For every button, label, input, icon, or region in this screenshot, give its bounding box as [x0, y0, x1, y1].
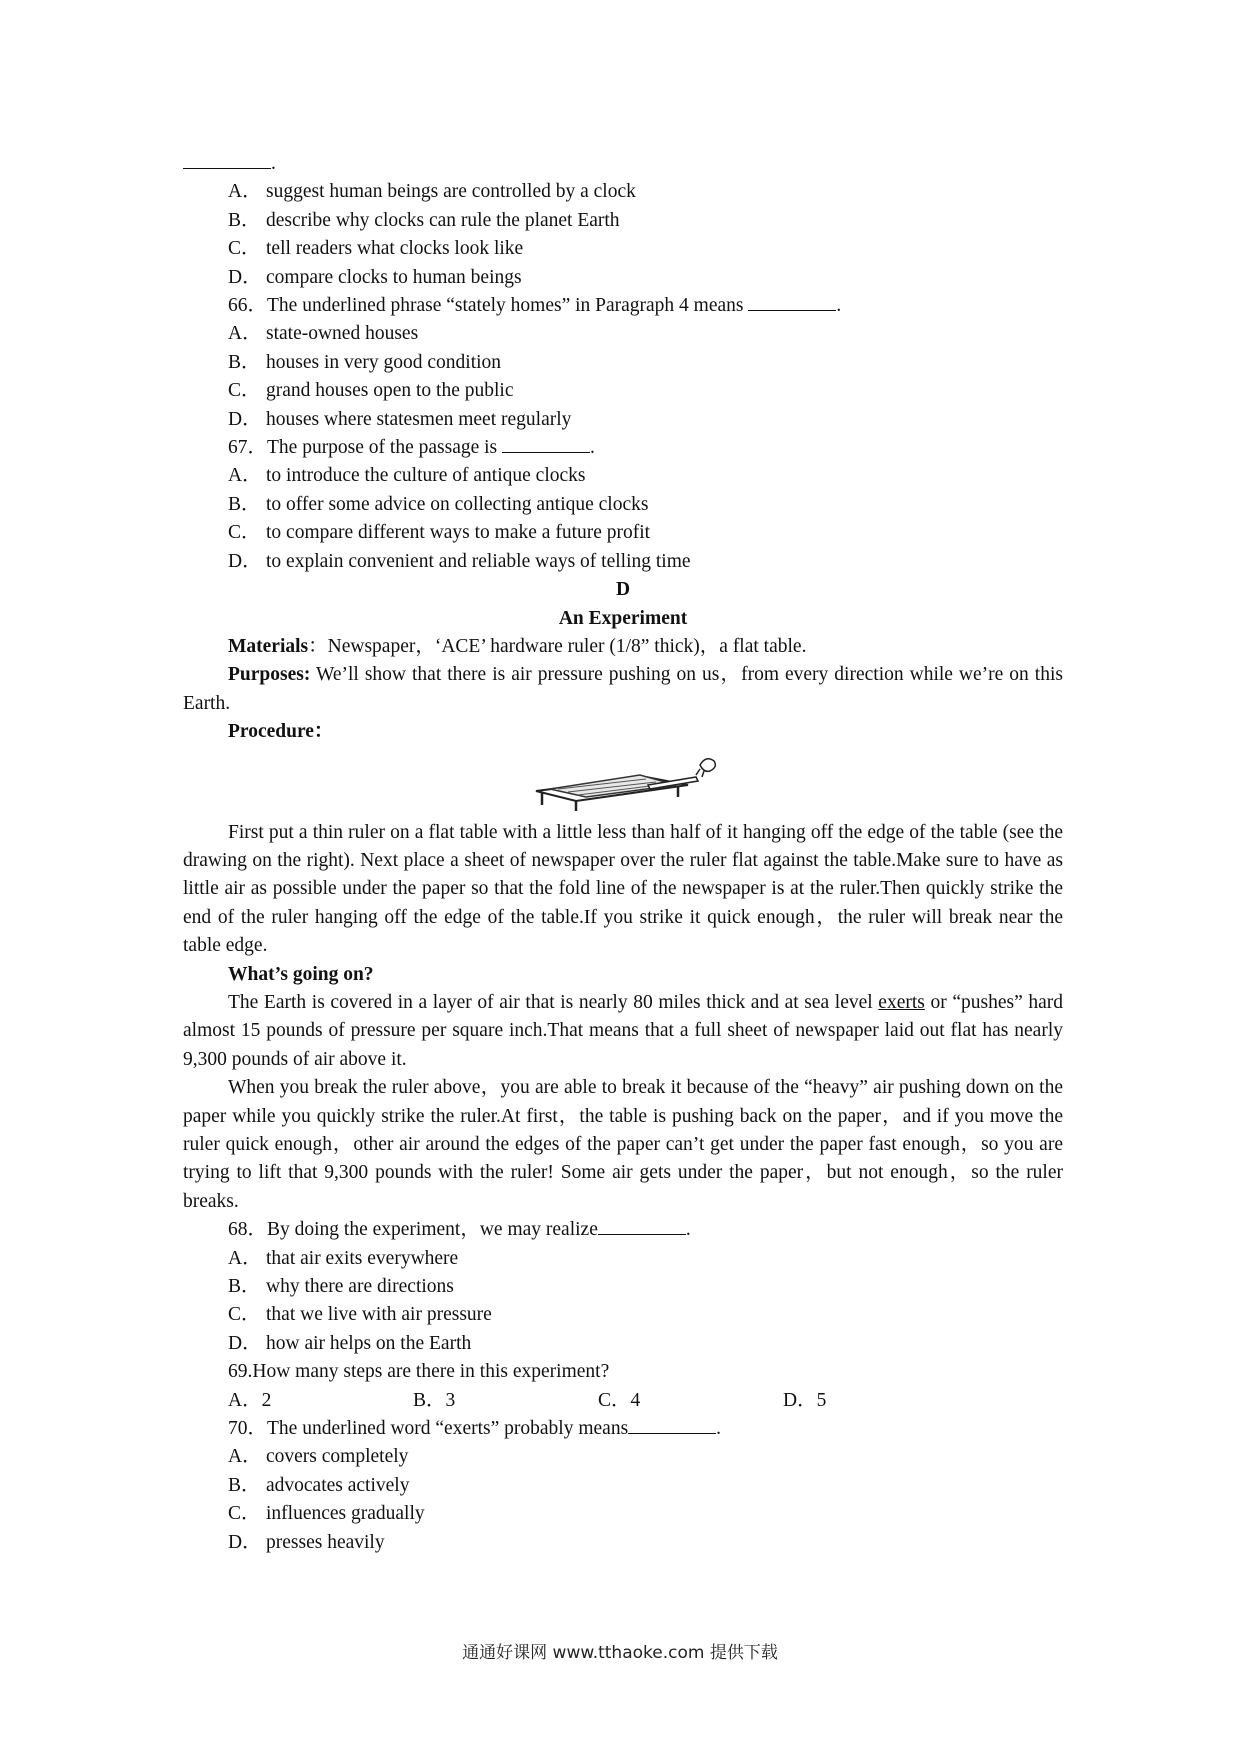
answer-blank [598, 1216, 686, 1235]
option-a: A． suggest human beings are controlled by a clock [228, 181, 636, 203]
experiment-drawing [183, 749, 1063, 815]
option-c: C． influences gradually [228, 1503, 425, 1525]
explanation-paragraph-1: The Earth is covered in a layer of air that is nearly 80 miles thick and at sea level exerts or “pushes” hard almost 15 pounds of pressure per square inch.That means that a full sheet of newspaper laid out flat has nearly 9,300 pounds of air above it. [183, 991, 1063, 1070]
option-b: B． advocates actively [228, 1474, 410, 1496]
option-d: D． compare clocks to human beings [228, 266, 522, 288]
option-a: A． to introduce the culture of antique clocks [228, 465, 586, 487]
question-68-stem: 68．By doing the experiment，we may realize . [183, 1216, 1063, 1244]
question-70-stem: 70．The underlined word “exerts” probably means . [183, 1415, 1063, 1443]
page-content [183, 150, 1063, 1557]
option-a: A．2 [228, 1389, 272, 1411]
option-b: B． to offer some advice on collecting antique clocks [228, 493, 649, 515]
answer-blank-line: . [183, 150, 1063, 178]
section-title: An Experiment [558, 607, 688, 629]
whats-going-on-label: What’s going on? [228, 963, 374, 985]
option-a: A． covers completely [228, 1446, 409, 1468]
underlined-word-exerts: exerts [878, 991, 925, 1013]
answer-blank [502, 434, 590, 453]
option-b: B． describe why clocks can rule the planet Earth [228, 209, 620, 231]
option-b: B． houses in very good condition [228, 351, 502, 373]
ruler-newspaper-illustration [528, 751, 718, 813]
answer-blank [183, 150, 271, 169]
option-d: D． how air helps on the Earth [228, 1332, 472, 1354]
option-c: C． that we live with air pressure [228, 1304, 492, 1326]
answer-blank [748, 292, 836, 311]
question-66-stem: 66．The underlined phrase “stately homes” in Paragraph 4 means . [183, 292, 1063, 320]
option-b: B．3 [413, 1389, 456, 1411]
option-c: C． grand houses open to the public [228, 380, 514, 402]
option-b: B． why there are directions [228, 1276, 454, 1298]
option-d: D． to explain convenient and reliable ways of telling time [228, 550, 691, 572]
explanation-paragraph-2: When you break the ruler above，you are able to break it because of the “heavy” air pushing down on the paper while you quickly strike the ruler.At first，the table is pushing back on the paper，and if you move the ruler quick enough，other air around the edges of the paper can’t get under the paper fast enough，so you are trying to lift that 9,300 pounds with the ruler! Some air gets under the paper，but not enough，so the ruler breaks. [183, 1077, 1063, 1212]
procedure-paragraph: First put a thin ruler on a flat table with a little less than half of it hanging off the edge of the table (see the drawing on the right). Next place a sheet of newspaper over the ruler flat against the table.Make sure to have as little air as possible under the paper so that the fold line of the newspaper is at the ruler.Then quickly strike the end of the ruler hanging off the edge of the table.If you strike it quick enough，the ruler will break near the table edge. [183, 821, 1063, 957]
procedure-label: Procedure： [228, 721, 334, 743]
materials-line: Materials：Newspaper，‘ACE’ hardware ruler (1/8” thick)，a flat table. [228, 635, 807, 657]
option-d: D．5 [783, 1389, 827, 1411]
purposes-paragraph: Purposes: We’ll show that there is air pressure pushing on us，from every direction while we’re on this Earth. [183, 664, 1063, 714]
page-footer: 通通好课网 www.tthaoke.com 提供下载 [462, 1643, 778, 1663]
option-c: C． to compare different ways to make a future profit [228, 522, 651, 544]
question-69-options [183, 1387, 1063, 1415]
option-a: A． state-owned houses [228, 323, 419, 345]
section-letter: D [615, 579, 631, 601]
option-c: C．4 [598, 1389, 641, 1411]
question-67-stem: 67．The purpose of the passage is . [183, 434, 1063, 462]
option-d: D． presses heavily [228, 1531, 385, 1553]
option-c: C． tell readers what clocks look like [228, 238, 524, 260]
option-d: D． houses where statesmen meet regularly [228, 408, 572, 430]
answer-blank [628, 1415, 716, 1434]
option-a: A． that air exits everywhere [228, 1247, 459, 1269]
question-69-stem: 69.How many steps are there in this experiment? [228, 1361, 610, 1383]
